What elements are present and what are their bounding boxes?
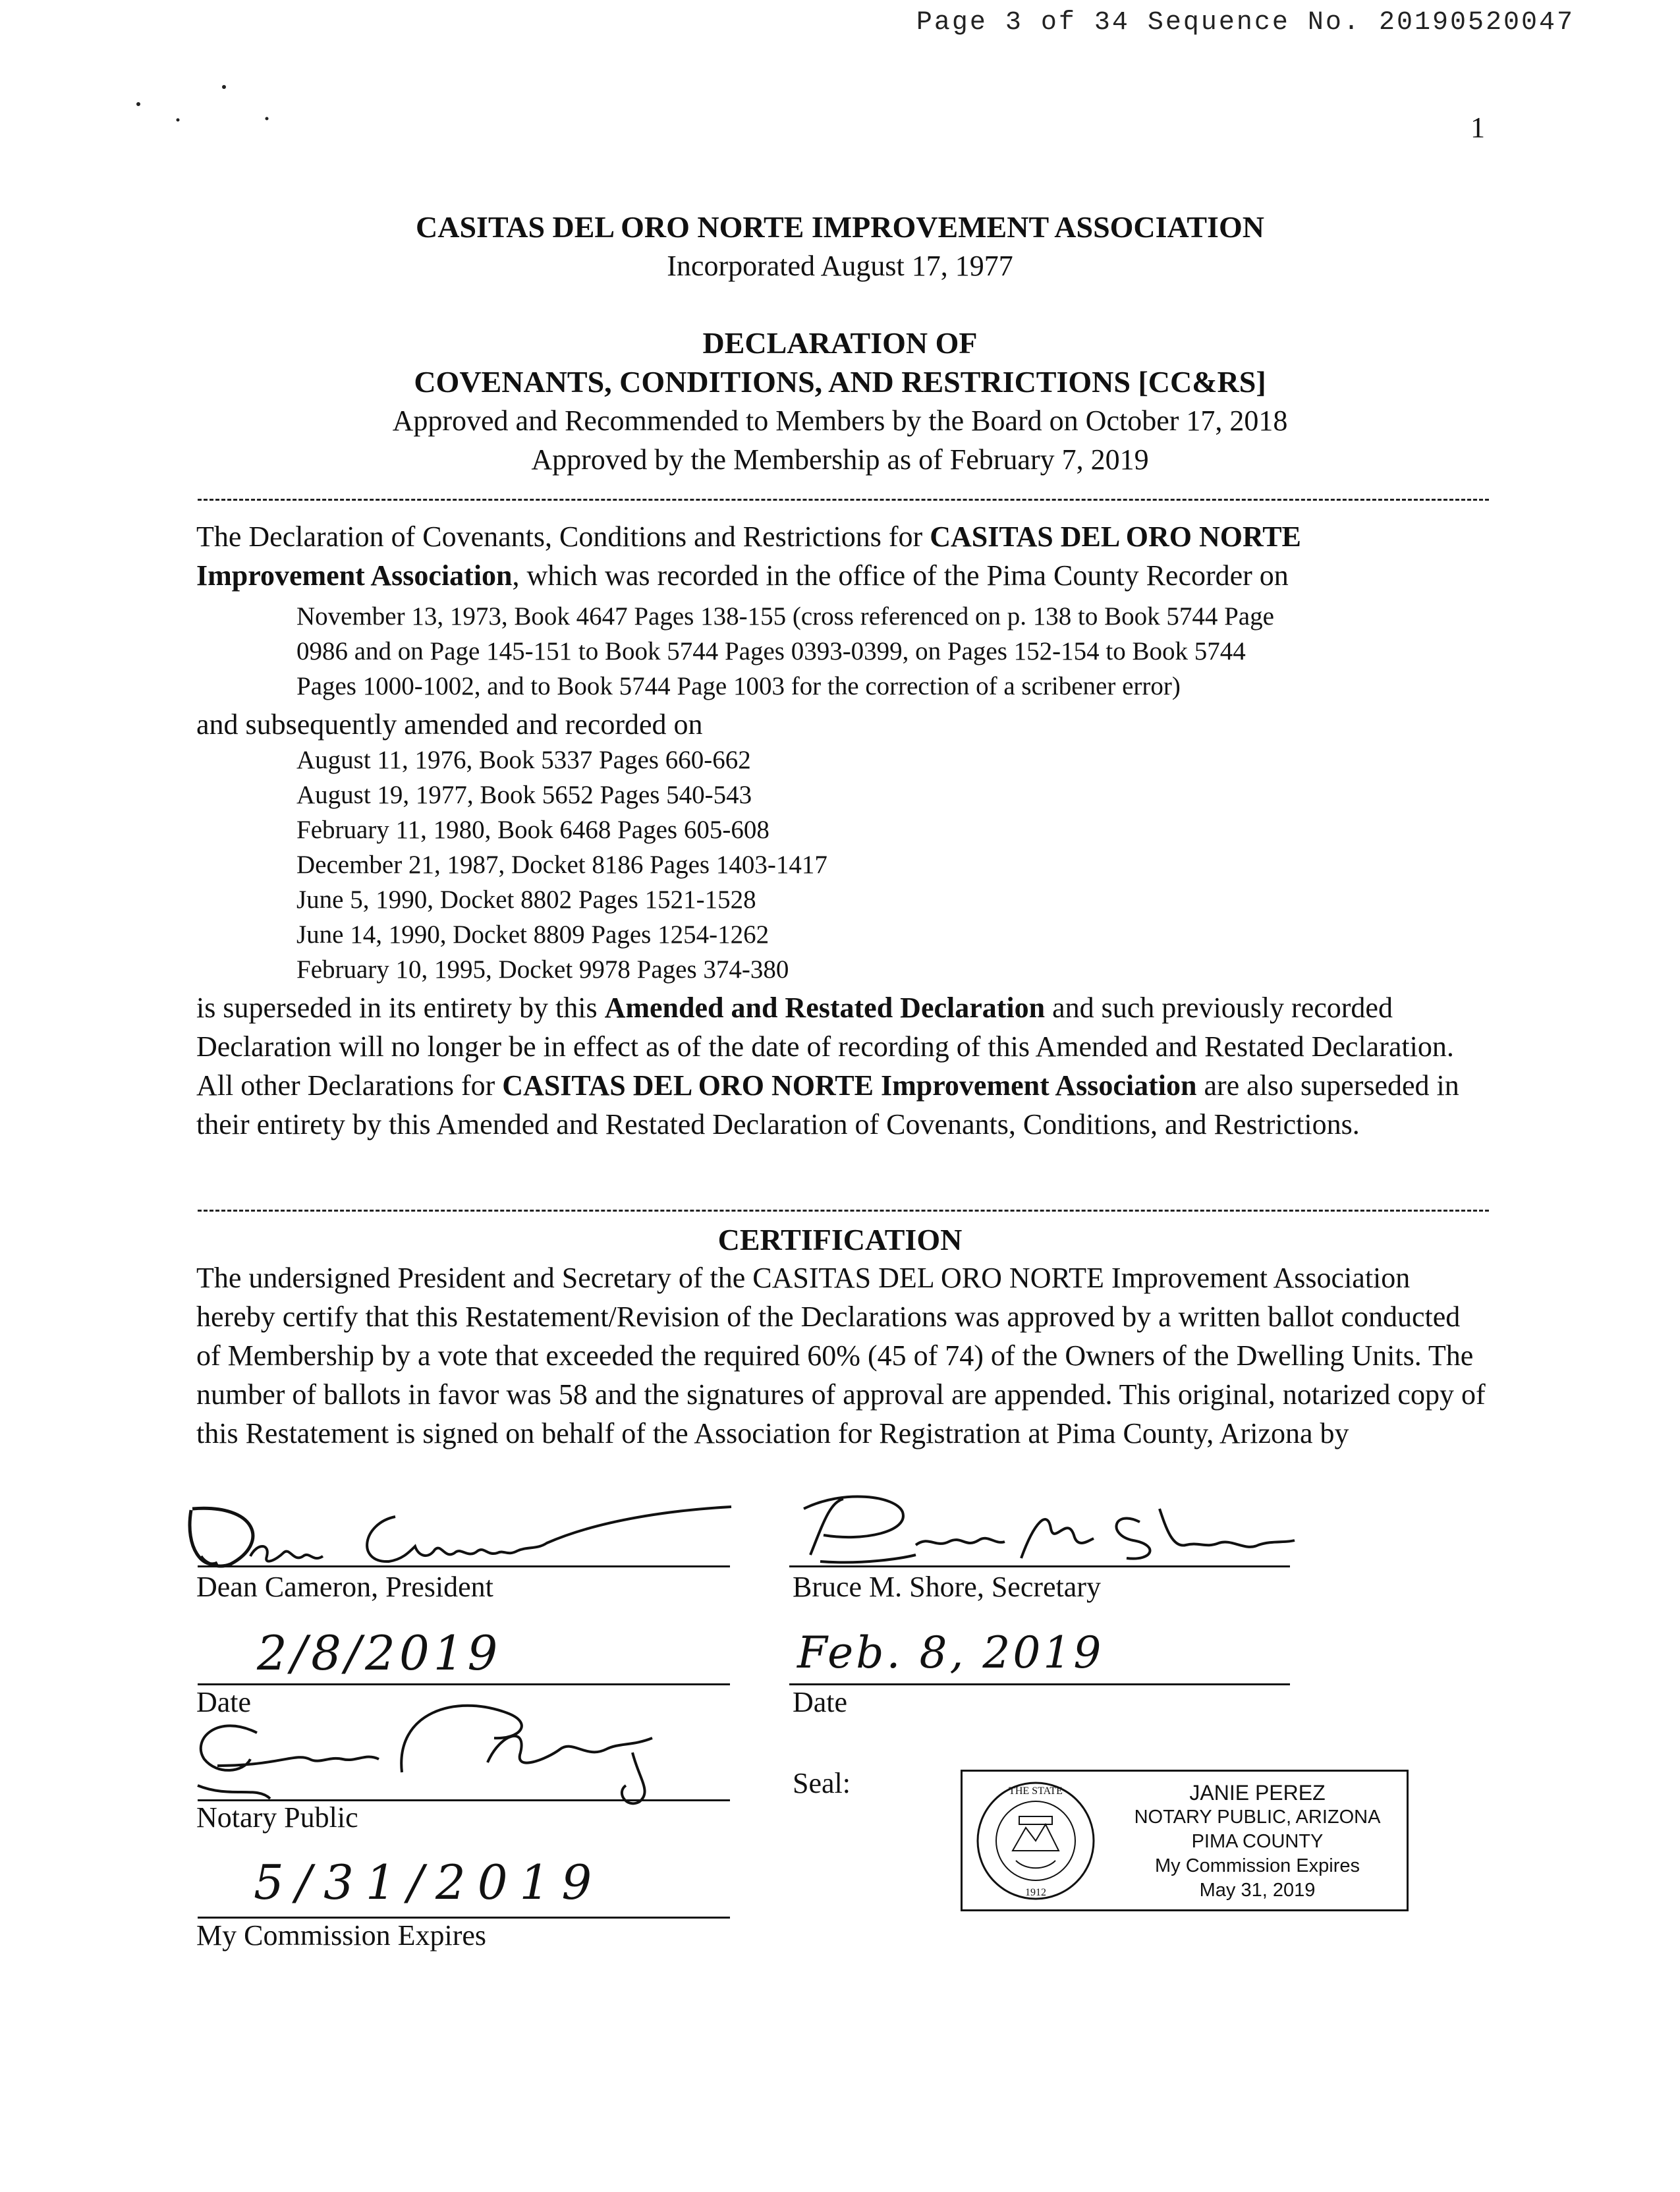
intro-text-1: The Declaration of Covenants, Conditions and Restrictions for xyxy=(196,520,930,553)
recorded-line: 0986 and on Page 145-151 to Book 5744 Pages 0393-0399, on Pages 152-154 to Book 5744 xyxy=(296,637,1246,665)
secretary-date-label: Date xyxy=(793,1686,848,1718)
secretary-signature-line xyxy=(789,1565,1290,1567)
notary-stamp xyxy=(961,1770,1409,1911)
recorded-line: November 13, 1973, Book 4647 Pages 138-155 (cross referenced on p. 138 to Book 5744 Page xyxy=(296,602,1274,631)
stamp-notary-name: JANIE PEREZ xyxy=(1189,1781,1326,1805)
stamp-county: PIMA COUNTY xyxy=(1191,1831,1324,1852)
stamp-text-block xyxy=(1107,1781,1407,1903)
superseded-paragraph xyxy=(196,988,1488,1144)
amendment-item: December 21, 1987, Docket 8186 Pages 1403-1417 xyxy=(296,851,827,879)
sequence-header: Page 3 of 34 Sequence No. 20190520047 xyxy=(916,8,1575,38)
declaration-of-heading: DECLARATION OF xyxy=(702,326,978,360)
superseded-bold-2: CASITAS DEL ORO NORTE Improvement Association xyxy=(502,1069,1197,1102)
svg-text:THE STATE: THE STATE xyxy=(1009,1785,1063,1797)
superseded-text-1: is superseded in its entirety by this xyxy=(196,992,605,1024)
covenants-heading: COVENANTS, CONDITIONS, AND RESTRICTIONS [CC&RS] xyxy=(414,365,1266,399)
superseded-text-3: are also superseded in their entirety by this Amended and Restated Declaration of Covenants, Conditions, and Restrictions. xyxy=(196,1069,1459,1140)
amendment-item: August 19, 1977, Book 5652 Pages 540-543 xyxy=(296,781,752,809)
amendment-item: February 11, 1980, Book 6468 Pages 605-608 xyxy=(296,816,770,844)
page-number: 1 xyxy=(1470,111,1485,144)
svg-text:1912: 1912 xyxy=(1025,1887,1046,1898)
stamp-expires-date: May 31, 2019 xyxy=(1199,1880,1316,1901)
amendment-item: August 11, 1976, Book 5337 Pages 660-662 xyxy=(296,746,751,774)
president-signature xyxy=(178,1490,744,1576)
president-label: Dean Cameron, President xyxy=(196,1571,493,1603)
amendment-item: June 5, 1990, Docket 8802 Pages 1521-1528 xyxy=(296,885,756,914)
approved-members-line: Approved by the Membership as of February 7, 2019 xyxy=(531,443,1149,476)
superseded-bold-1: Amended and Restated Declaration xyxy=(604,992,1046,1024)
seal-label: Seal: xyxy=(793,1767,851,1799)
intro-assoc-name-2: Improvement Association xyxy=(196,559,513,592)
recorded-line: Pages 1000-1002, and to Book 5744 Page 1003 for the correction of a scribener error) xyxy=(296,672,1181,700)
president-date-line xyxy=(198,1683,730,1685)
secretary-label: Bruce M. Shore, Secretary xyxy=(793,1571,1101,1603)
president-date: 2/8/2019 xyxy=(257,1625,502,1681)
commission-label: My Commission Expires xyxy=(196,1919,487,1952)
secretary-date: Feb. 8, 2019 xyxy=(797,1627,1104,1678)
scan-specks xyxy=(132,79,277,136)
amended-intro: and subsequently amended and recorded on xyxy=(196,708,703,741)
notary-signature xyxy=(178,1687,679,1818)
approved-board-line: Approved and Recommended to Members by the Board on October 17, 2018 xyxy=(392,405,1288,437)
incorporated-line: Incorporated August 17, 1977 xyxy=(667,250,1013,282)
notary-label: Notary Public xyxy=(196,1801,358,1834)
secretary-signature xyxy=(784,1482,1298,1575)
stamp-notary-title: NOTARY PUBLIC, ARIZONA xyxy=(1134,1807,1381,1828)
amendment-item: June 14, 1990, Docket 8809 Pages 1254-1262 xyxy=(296,920,770,949)
arizona-seal-icon xyxy=(973,1778,1098,1903)
association-title: CASITAS DEL ORO NORTE IMPROVEMENT ASSOCIATION xyxy=(416,210,1264,244)
intro-paragraph xyxy=(196,517,1488,595)
recorded-list xyxy=(296,599,1274,704)
amendment-item: February 10, 1995, Docket 9978 Pages 374-380 xyxy=(296,955,789,984)
separator-top xyxy=(198,499,1489,501)
intro-text-2: , which was recorded in the office of the Pima County Recorder on xyxy=(512,559,1289,592)
intro-assoc-name-1: CASITAS DEL ORO NORTE xyxy=(930,520,1301,553)
separator-bottom xyxy=(198,1210,1489,1212)
certification-heading: CERTIFICATION xyxy=(717,1223,963,1256)
president-signature-line xyxy=(198,1565,730,1567)
secretary-date-line xyxy=(789,1683,1290,1685)
commission-date: 5/31/2019 xyxy=(254,1855,604,1910)
stamp-expires-label: My Commission Expires xyxy=(1155,1855,1360,1876)
president-date-label: Date xyxy=(196,1686,252,1718)
superseded-text-2: and such previously recorded Declaration will no longer be in effect as of the date of recording of this Amended and Restated Declaration. All other Declarations for xyxy=(196,992,1454,1102)
certification-paragraph: The undersigned President and Secretary of the CASITAS DEL ORO NORTE Improvement Association hereby certify that this Restatement/Revision of the Declarations was approved by a written ballot conducted of Membership by a vote that exceeded the required 60% (45 of 74) of the Owners of the Dwelling Units. The number of ballots in favor was 58 and the signatures of approval are appended. This original, notarized copy of this Restatement is signed on behalf of the Association for Registration at Pima County, Arizona by xyxy=(196,1262,1486,1449)
amendment-list xyxy=(296,743,827,987)
